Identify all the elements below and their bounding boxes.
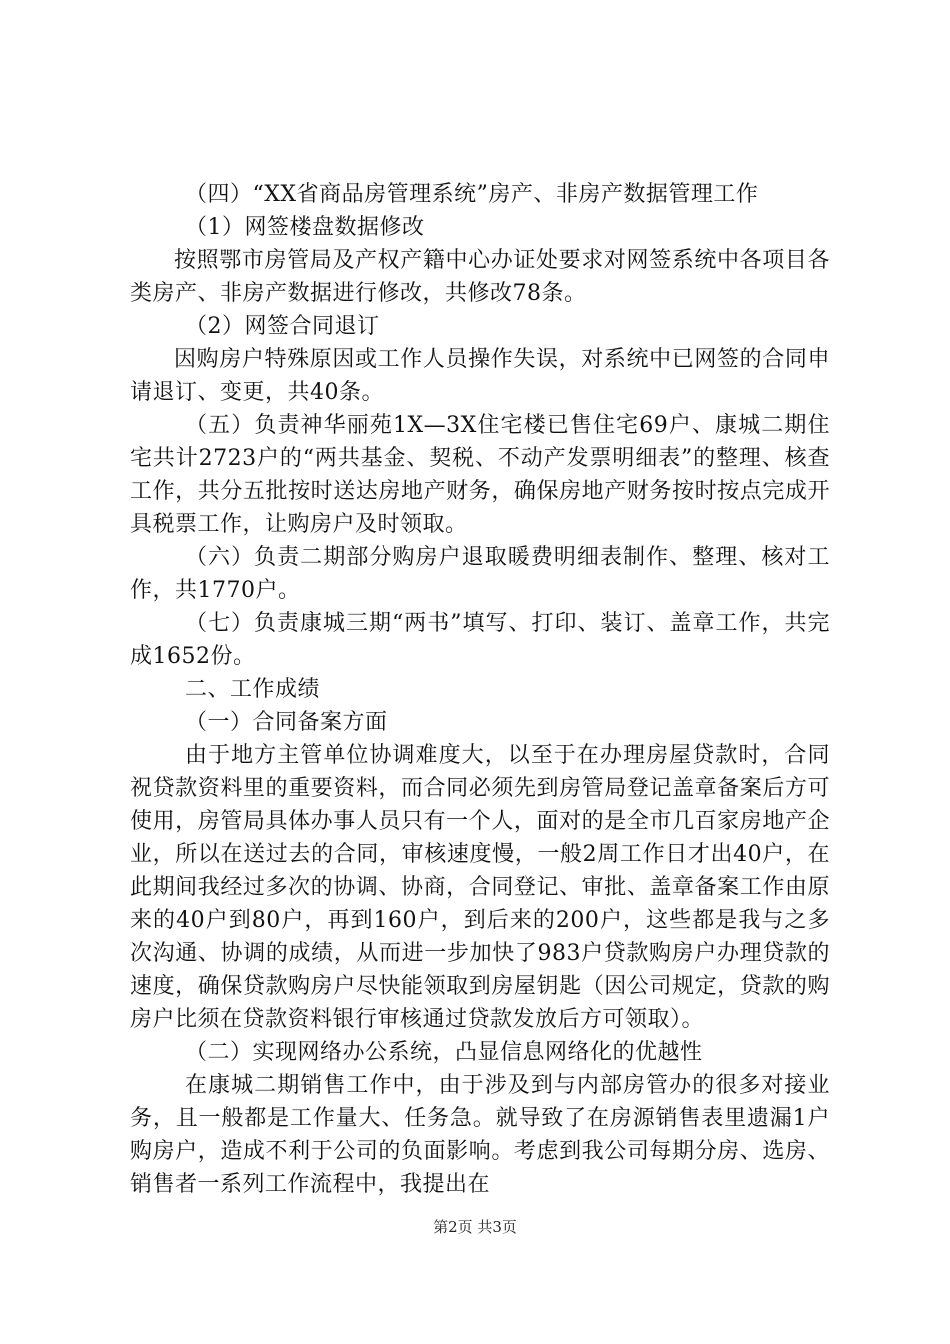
subheading-network-office: （二）实现网络办公系统，凸显信息网络化的优越性: [185, 1040, 703, 1065]
section-heading-4: （四）“XX省商品房管理系统”房产、非房产数据管理工作: [185, 182, 759, 207]
paragraph-data-modification: 按照鄂市房管局及产权产籍中心办证处要求对网签系统中各项目各类房产、非房产数据进行修改，共修改78条。: [130, 248, 830, 306]
subheading-1: （1）网签楼盘数据修改: [185, 215, 425, 240]
paragraph-contract-filing: 由于地方主管单位协调难度大，以至于在办理房屋贷款时，合同祝贷款资料里的重要资料，而合同必须先到房管局登记盖章备案后方可使用，房管局具体办事人员只有一个人，面对的是全市几百家房地产企业，所以在送过去的合同，审核速度慢，一般2周工作日才出40户，在此期间我经过多次的协调、协商，合同登记、审批、盖章备案工作由原来的40户到80户，再到160户，到后来的200户，这些都是我与之多次沟通、协调的成绩，从而进一步加快了983户贷款购房户办理贷款的速度，确保贷款购房户尽快能领取到房屋钥匙（因公司规定，贷款的购房户比须在贷款资料银行审核通过贷款发放后方可领取）。: [130, 743, 830, 1032]
page-number-footer: 第2页 共3页: [433, 1218, 517, 1236]
paragraph-network-office: 在康城二期销售工作中，由于涉及到与内部房管办的很多对接业务，且一般都是工作量大、任务急。就导致了在房源销售表里遗漏1户购房户，造成不利于公司的负面影响。考虑到我公司每期分房、选房、销售者一系列工作流程中，我提出在: [130, 1073, 830, 1197]
section-item-7: （七）负责康城三期“两书”填写、打印、装订、盖章工作，共完成1652份。: [130, 611, 830, 669]
subheading-2: （2）网签合同退订: [185, 314, 380, 339]
paragraph-contract-cancel: 因购房户特殊原因或工作人员操作失误，对系统中已网签的合同申请退订、变更，共40条。: [130, 347, 830, 405]
section-heading-achievements: 二、工作成绩: [185, 677, 321, 702]
subheading-contract-filing: （一）合同备案方面: [185, 710, 388, 735]
section-item-6: （六）负责二期部分购房户退取暖费明细表制作、整理、核对工作，共1770户。: [130, 545, 830, 603]
section-item-5: （五）负责神华丽苑1X—3X住宅楼已售住宅69户、康城二期住宅共计2723户的“两共基金、契税、不动产发票明细表”的整理、核查工作，共分五批按时送达房地产财务，确保房地产财务按时按点完成开具税票工作，让购房户及时领取。: [130, 413, 830, 537]
document-body: [130, 178, 830, 1201]
